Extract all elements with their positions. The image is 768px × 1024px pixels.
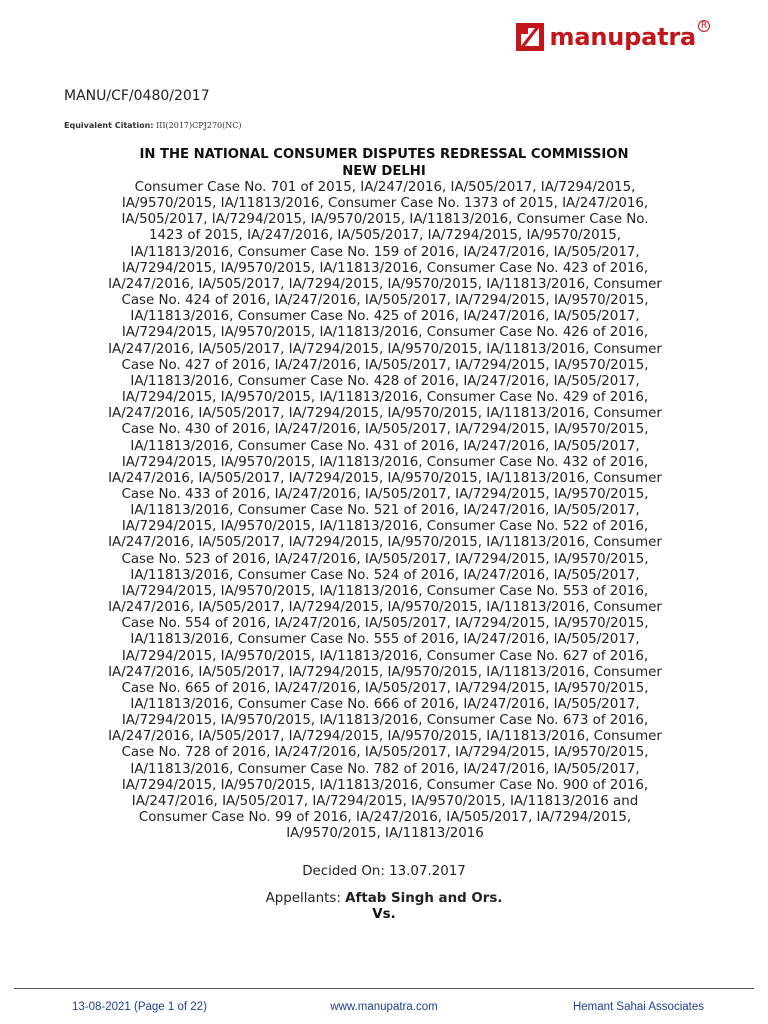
case-numbers-line: IA/247/2016, IA/505/2017, IA/7294/2015, IA/9570/2015, IA/11813/2016, Consumer	[108, 600, 662, 616]
footer-page-info: 13-08-2021 (Page 1 of 22)	[72, 1001, 207, 1013]
manupatra-wordmark: manupatra	[549, 23, 696, 51]
registered-mark: R	[698, 20, 710, 32]
case-numbers-line: IA/11813/2016, Consumer Case No. 521 of 2016, IA/247/2016, IA/505/2017,	[130, 503, 640, 519]
case-numbers-line: IA/7294/2015, IA/9570/2015, IA/11813/2016, Consumer Case No. 553 of 2016,	[121, 583, 649, 599]
case-numbers-line: IA/11813/2016, Consumer Case No. 159 of 2016, IA/247/2016, IA/505/2017,	[130, 244, 640, 260]
court-heading	[0, 146, 768, 180]
court-location: NEW DELHI	[342, 164, 426, 179]
manupatra-logo	[515, 22, 710, 52]
case-numbers-line: IA/11813/2016, Consumer Case No. 431 of 2016, IA/247/2016, IA/505/2017,	[130, 438, 640, 454]
case-numbers-line: Consumer Case No. 99 of 2016, IA/247/2016, IA/505/2017, IA/7294/2015,	[138, 810, 632, 826]
case-numbers-line: IA/11813/2016, Consumer Case No. 666 of 2016, IA/247/2016, IA/505/2017,	[130, 697, 640, 712]
case-numbers-line: IA/11813/2016, Consumer Case No. 524 of 2016, IA/247/2016, IA/505/2017,	[130, 567, 640, 583]
case-numbers-line: IA/247/2016, IA/505/2017, IA/7294/2015, IA/9570/2015, IA/11813/2016, Consumer	[108, 729, 662, 745]
court-name: IN THE NATIONAL CONSUMER DISPUTES REDRESSAL COMMISSION	[139, 147, 629, 162]
case-numbers-line: IA/247/2016, IA/505/2017, IA/7294/2015, IA/9570/2015, IA/11813/2016, Consumer	[108, 535, 662, 551]
footer-licensee: Hemant Sahai Associates	[572, 1001, 704, 1013]
case-numbers-line: Case No. 433 of 2016, IA/247/2016, IA/505/2017, IA/7294/2015, IA/9570/2015,	[121, 486, 649, 502]
case-numbers-line: IA/247/2016, IA/505/2017, IA/7294/2015, IA/9570/2015, IA/11813/2016, Consumer	[108, 664, 662, 680]
case-numbers-line: IA/7294/2015, IA/9570/2015, IA/11813/2016, Consumer Case No. 429 of 2016,	[121, 390, 649, 406]
case-numbers-line: IA/7294/2015, IA/9570/2015, IA/11813/2016, Consumer Case No. 423 of 2016,	[121, 260, 649, 276]
appellants-name: Aftab Singh and Ors.	[345, 891, 503, 906]
case-numbers-line: IA/247/2016, IA/505/2017, IA/7294/2015, IA/9570/2015, IA/11813/2016 and	[131, 793, 639, 809]
case-numbers-line: IA/247/2016, IA/505/2017, IA/7294/2015, IA/9570/2015, IA/11813/2016, Consumer	[108, 406, 662, 422]
case-numbers-line: Case No. 523 of 2016, IA/247/2016, IA/505/2017, IA/7294/2015, IA/9570/2015,	[121, 551, 649, 567]
manu-citation-id: MANU/CF/0480/2017	[64, 88, 210, 104]
case-numbers-line: IA/11813/2016, Consumer Case No. 425 of 2016, IA/247/2016, IA/505/2017,	[130, 309, 640, 325]
case-numbers-line: IA/7294/2015, IA/9570/2015, IA/11813/2016, Consumer Case No. 432 of 2016,	[121, 454, 649, 470]
appellants-label: Appellants:	[265, 891, 341, 906]
case-numbers-line: Case No. 430 of 2016, IA/247/2016, IA/505/2017, IA/7294/2015, IA/9570/2015,	[121, 422, 649, 438]
footer-divider	[14, 988, 754, 989]
case-numbers-line: IA/7294/2015, IA/9570/2015, IA/11813/2016, Consumer Case No. 627 of 2016,	[121, 648, 649, 664]
appellants-line	[0, 891, 768, 906]
case-numbers-line: Case No. 554 of 2016, IA/247/2016, IA/505/2017, IA/7294/2015, IA/9570/2015,	[121, 616, 649, 632]
case-numbers-line: 1423 of 2015, IA/247/2016, IA/505/2017, IA/7294/2015, IA/9570/2015,	[148, 228, 621, 244]
case-numbers-line: Case No. 665 of 2016, IA/247/2016, IA/505/2017, IA/7294/2015, IA/9570/2015,	[121, 680, 649, 696]
footer-website-link[interactable]: www.manupatra.com	[330, 1001, 438, 1013]
equivalent-citation	[64, 121, 242, 130]
versus-label: Vs.	[372, 907, 396, 922]
case-numbers-line: IA/247/2016, IA/505/2017, IA/7294/2015, IA/9570/2015, IA/11813/2016, Consumer	[108, 341, 662, 357]
case-numbers-line: IA/7294/2015, IA/9570/2015, IA/11813/2016, Consumer Case No. 426 of 2016,	[121, 325, 649, 341]
manupatra-logo-icon	[515, 22, 545, 52]
case-numbers-line: IA/11813/2016, Consumer Case No. 782 of 2016, IA/247/2016, IA/505/2017,	[130, 761, 640, 777]
equivalent-citation-label: Equivalent Citation:	[64, 121, 154, 130]
case-numbers-line: IA/247/2016, IA/505/2017, IA/7294/2015, IA/9570/2015, IA/11813/2016, Consumer	[108, 276, 662, 292]
decided-on-date: Decided On: 13.07.2017	[302, 864, 466, 879]
equivalent-citation-value: III(2017)CPJ270(NC)	[156, 121, 242, 130]
case-numbers-line: IA/11813/2016, Consumer Case No. 428 of 2016, IA/247/2016, IA/505/2017,	[130, 373, 640, 389]
case-numbers-line: Case No. 728 of 2016, IA/247/2016, IA/505/2017, IA/7294/2015, IA/9570/2015,	[121, 745, 649, 761]
case-numbers-line: IA/247/2016, IA/505/2017, IA/7294/2015, IA/9570/2015, IA/11813/2016, Consumer	[108, 470, 662, 486]
case-numbers-line: Case No. 424 of 2016, IA/247/2016, IA/505/2017, IA/7294/2015, IA/9570/2015,	[121, 293, 649, 309]
case-numbers-line: Case No. 427 of 2016, IA/247/2016, IA/505/2017, IA/7294/2015, IA/9570/2015,	[121, 357, 649, 373]
case-numbers-line: IA/9570/2015, IA/11813/2016	[286, 826, 484, 842]
case-numbers-line: Consumer Case No. 701 of 2015, IA/247/2016, IA/505/2017, IA/7294/2015,	[134, 180, 636, 195]
case-numbers-line: IA/9570/2015, IA/11813/2016, Consumer Case No. 1373 of 2015, IA/247/2016,	[121, 196, 649, 212]
case-numbers-line: IA/505/2017, IA/7294/2015, IA/9570/2015, IA/11813/2016, Consumer Case No.	[121, 212, 649, 228]
case-numbers-line: IA/7294/2015, IA/9570/2015, IA/11813/2016, Consumer Case No. 673 of 2016,	[121, 713, 649, 729]
case-numbers-block	[62, 180, 708, 842]
case-numbers-line: IA/7294/2015, IA/9570/2015, IA/11813/2016, Consumer Case No. 522 of 2016,	[121, 519, 649, 535]
case-numbers-line: IA/11813/2016, Consumer Case No. 555 of 2016, IA/247/2016, IA/505/2017,	[130, 632, 640, 648]
case-numbers-line: IA/7294/2015, IA/9570/2015, IA/11813/2016, Consumer Case No. 900 of 2016,	[121, 777, 649, 793]
